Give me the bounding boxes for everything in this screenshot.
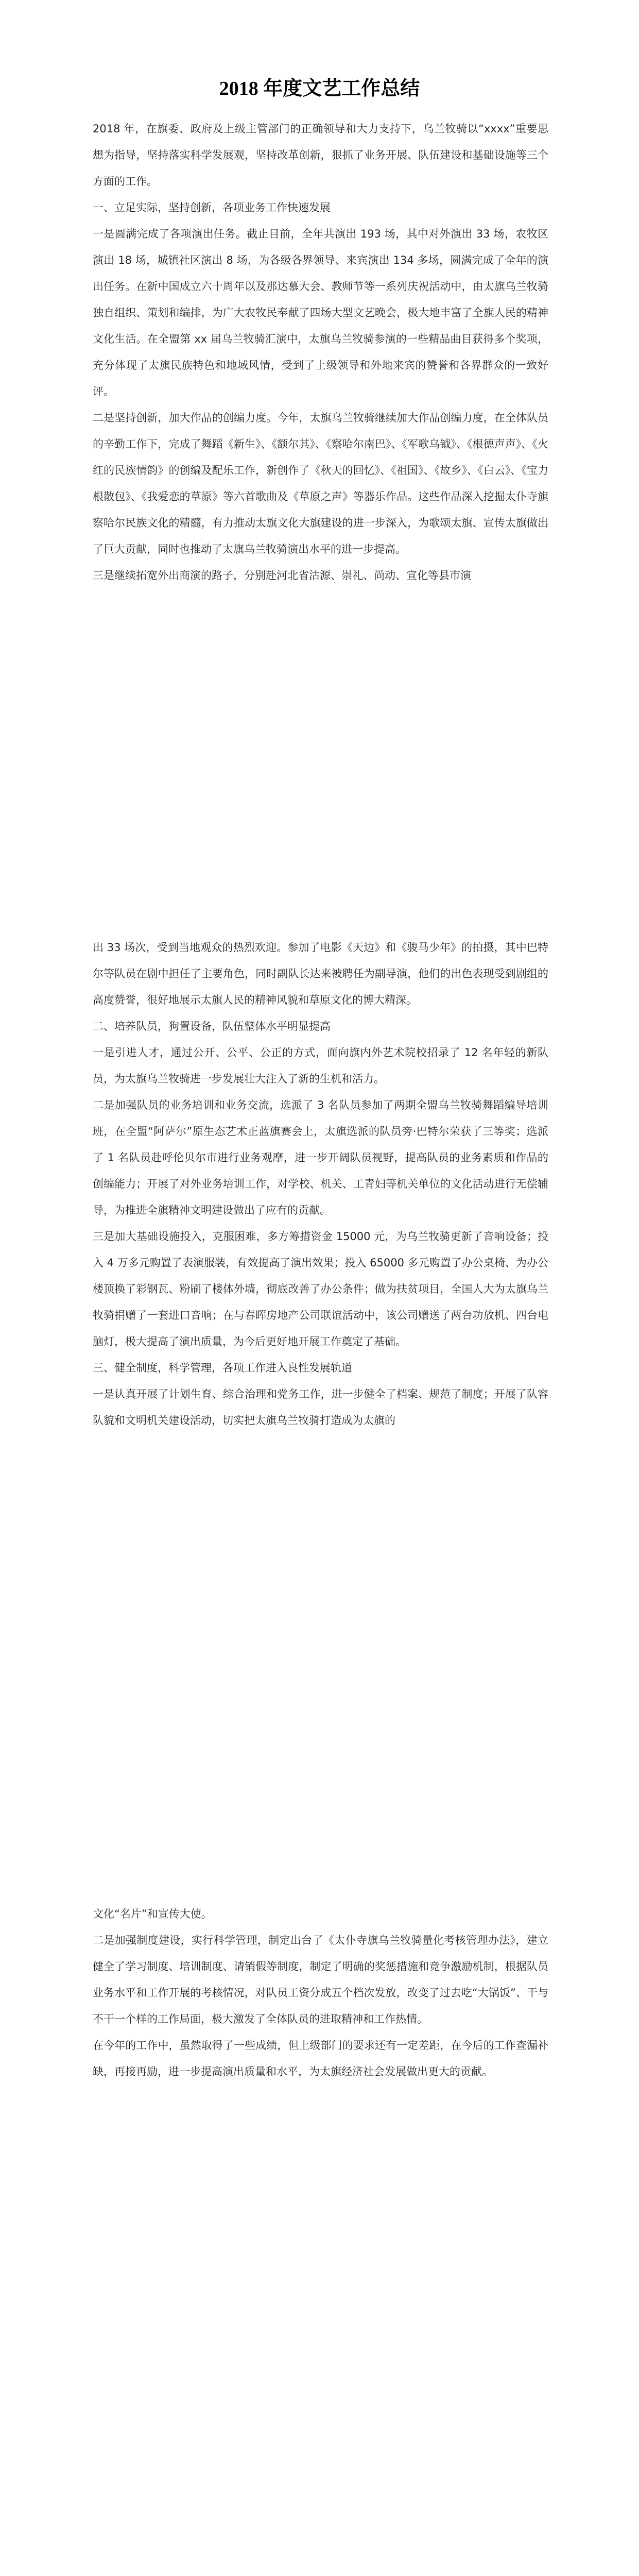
heading-section-1: 一、立足实际，坚持创新，各项业务工作快速发展 — [93, 201, 331, 214]
paragraph-management-start: 一是认真开展了计划生育、综合治理和党务工作，进一步健全了档案、规范了制度；开展了队容队貌和文明机关建设活动，切实把太旗乌兰牧骑打造成为太旗的 — [93, 1388, 548, 1427]
paragraph-creation: 二是坚持创新，加大作品的创编力度。今年，太旗乌兰牧骑继续加大作品创编力度，在全体队员的辛勤工作下，完成了舞蹈《新生》、《额尔其》、《察哈尔南巴》、《军歌乌钺》、《根德声声》、《火红的民族情韵》的创编及配乐工作，新创作了《秋天的回忆》、《祖国》、《故乡》、《白云》、《宝力根散包》、《我爱恋的草原》等六首歌曲及《草原之声》等器乐作品。这些作品深入挖掘太仆寺旗察哈尔民族文化的精髓，有力推动太旗文化大旗建设的进一步深入，为歌颂太旗、宣传太旗做出了巨大贡献，同时也推动了太旗乌兰牧骑演出水平的进一步提高。 — [93, 412, 548, 555]
paragraph-recruitment: 一是引进人才，通过公开、公平、公正的方式，面向旗内外艺术院校招录了 12 名年轻的新队员，为太旗乌兰牧骑进一步发展壮大注入了新的生机和活力。 — [93, 1046, 548, 1085]
paragraph-training: 二是加强队员的业务培训和业务交流，选派了 3 名队员参加了两期全盟乌兰牧骑舞蹈编导培训班，在全盟“阿萨尔”原生态艺术正蓝旗赛会上，太旗选派的队员旁·巴特尔荣获了三等奖；选派了 1 名队员赴呼伦贝尔市进行业务观摩，进一步开阔队员视野，提高队员的业务素质和作品的创编能力；开展了对外业务培训工作，对学校、机关、工青妇等机关单位的文化活动进行无偿辅导，为推进全旗精神文明建设做出了应有的贡献。 — [93, 1099, 548, 1216]
document-title: 2018 年度文艺工作总结 — [219, 78, 420, 99]
paragraph-infrastructure: 三是加大基础设施投入，克服困难，多方筹措资金 15000 元，为乌兰牧骑更新了音响设备；投入 4 万多元购置了表演服装，有效提高了演出效果；投入 65000 多元购置了办公桌椅、为办公楼顶换了彩钢瓦、粉刷了楼体外墙，彻底改善了办公条件；做为扶贫项目，全国人大为太旗乌兰牧骑捐赠了一套进口音响；在与春晖房地产公司联谊活动中，该公司赠送了两台功放机、四台电脑灯，极大提高了演出质量，为今后更好地开展工作奠定了基础。 — [93, 1230, 548, 1348]
heading-section-2: 二、培养队员，狗置设备，队伍整体水平明显提高 — [93, 1020, 331, 1032]
paragraph-commercial-continued: 出 33 场次，受到当地观众的热烈欢迎。参加了电影《天边》和《骏马少年》的拍摄，其中巴特尔等队员在剧中担任了主要角色，同时副队长达来被聘任为副导演，他们的出色表现受到剧组的高度赞誉，很好地展示太旗人民的精神风貌和草原文化的博大精深。 — [93, 941, 548, 1006]
section-middle — [93, 935, 548, 1434]
heading-section-3: 三、健全制度，科学管理，各项工作进入良性发展轨道 — [93, 1362, 352, 1374]
paragraph-conclusion: 在今年的工作中，虽然取得了一些成绩，但上级部门的要求还有一定差距，在今后的工作查漏补缺，再接再励，进一步提高演出质量和水平，为太旗经济社会发展做出更大的贡献。 — [93, 2039, 548, 2078]
section-end — [93, 1901, 548, 2085]
paragraph-system: 二是加强制度建设，实行科学管理，制定出台了《太仆寺旗乌兰牧骑量化考核管理办法》，建立健全了学习制度、培训制度、请销假等制度，制定了明确的奖惩措施和竞争激励机制，根据队员业务水平和工作开展的考核情况，对队员工资分成五个档次发放，改变了过去吃“大锅饭”、干与不干一个样的工作局面，极大激发了全体队员的进取精神和工作热情。 — [93, 1934, 548, 2025]
paragraph-performances: 一是圆满完成了各项演出任务。截止目前，全年共演出 193 场，其中对外演出 33 场，农牧区演出 18 场，城镇社区演出 8 场，为各级各界领导、来宾演出 134 多场，圆满完成了全年的演出任务。在新中国成立六十周年以及那达慕大会、教师节等一系列庆祝活动中，由太旗乌兰牧骑独自组织、策划和编排，为广大农牧民奉献了四场大型文艺晚会，极大地丰富了全旗人民的精神文化生活。在全盟第 xx 届乌兰牧骑汇演中，太旗乌兰牧骑参演的一些精品曲目获得多个奖项，充分体现了太旗民族特色和地域风情，受到了上级领导和外地来宾的赞誉和各界群众的一致好评。 — [93, 228, 548, 398]
paragraph-management-continued: 文化“名片”和宣传大使。 — [93, 1908, 212, 1920]
paragraph-commercial-start: 三是继续拓宽外出商演的路子，分别赴河北省沽源、崇礼、尚动、宣化等县市演 — [93, 569, 471, 582]
section-intro — [93, 116, 548, 589]
paragraph-intro: 2018 年，在旗委、政府及上级主管部门的正确领导和大力支持下，乌兰牧骑以“xxxx”重要思想为指导，坚持落实科学发展观，坚持改革创新，狠抓了业务开展、队伍建设和基础设施等三个方面的工作。 — [93, 123, 548, 188]
